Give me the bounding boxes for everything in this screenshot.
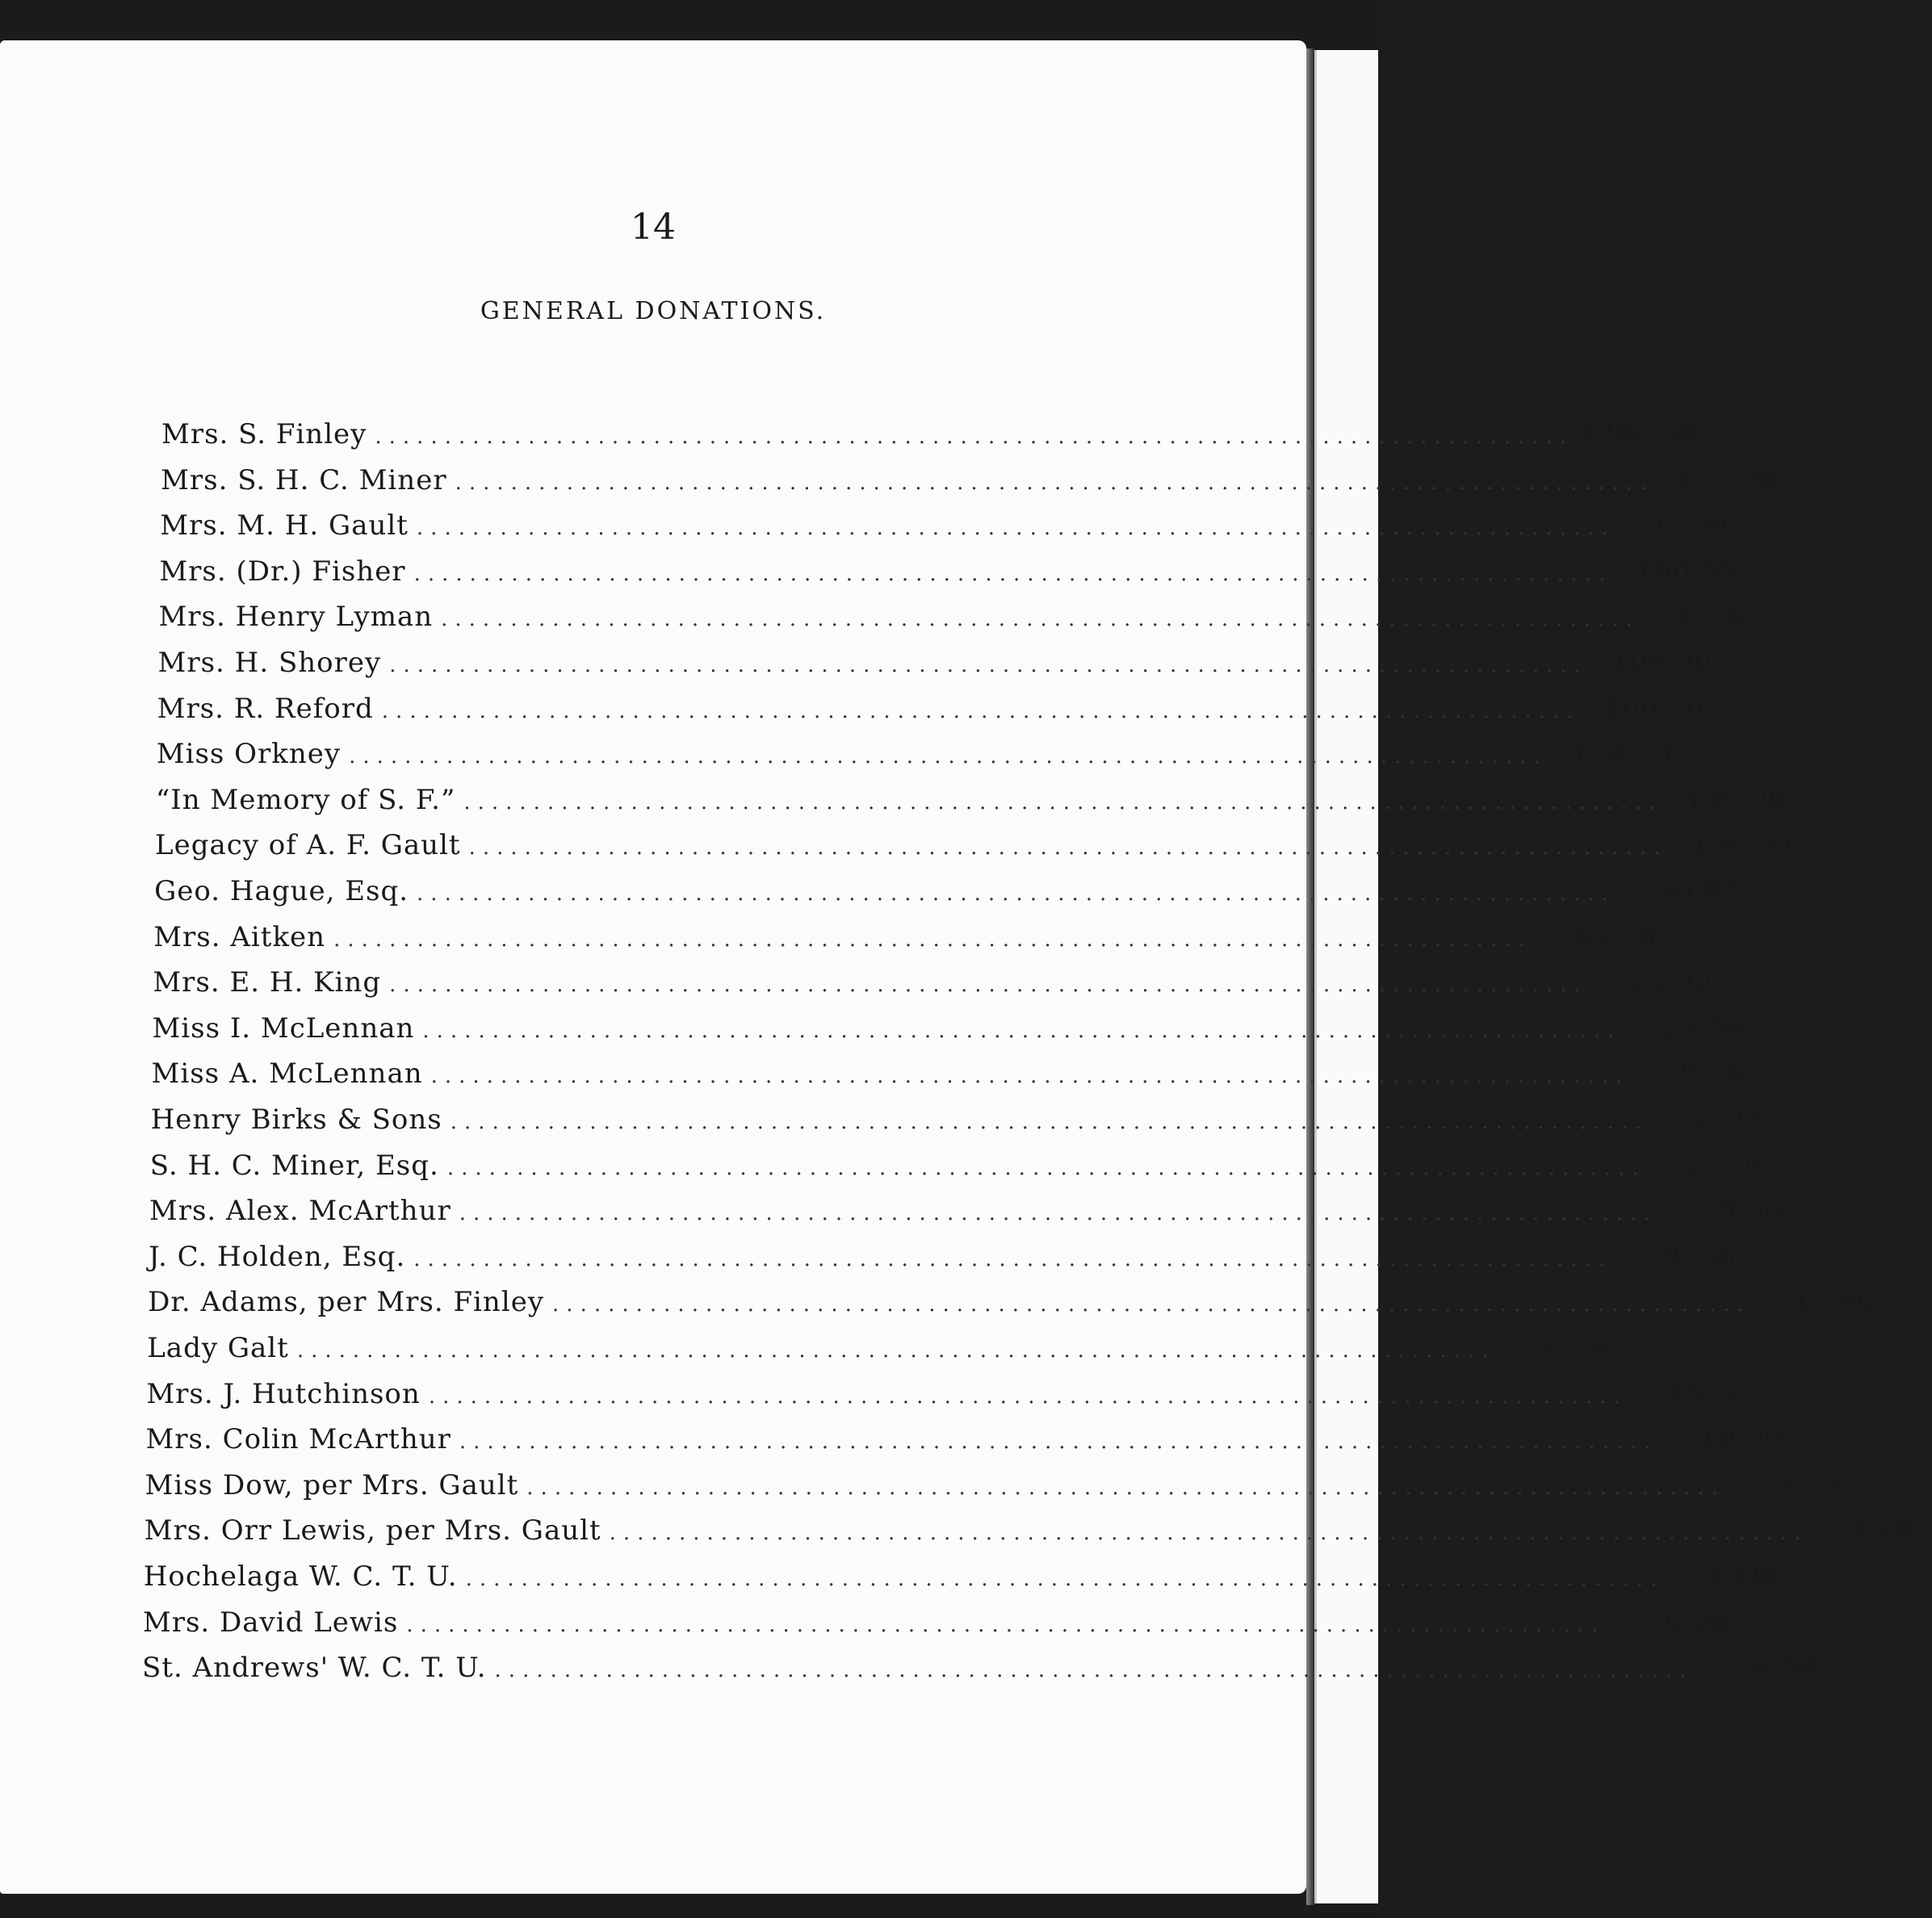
donation-row bbox=[147, 1332, 1620, 1369]
dot-leader: ...................................................................................... bbox=[459, 1201, 1658, 1226]
dot-leader: ...................................................................................... bbox=[389, 973, 1588, 998]
donation-row bbox=[159, 555, 1737, 593]
donation-amount: 100.00 bbox=[1636, 555, 1737, 588]
dot-leader: ...................................................................................... bbox=[441, 607, 1640, 632]
donor-name: Miss Orkney bbox=[156, 738, 342, 771]
donation-amount: 100.00 bbox=[1611, 647, 1712, 679]
donation-amount: 200.00 bbox=[1597, 418, 1699, 450]
donation-amount: 15.00 bbox=[1669, 1377, 1752, 1410]
donor-name: “In Memory of S. F.” bbox=[155, 783, 456, 816]
donor-name: Henry Birks & Sons bbox=[150, 1103, 442, 1136]
donation-row bbox=[143, 1560, 1789, 1598]
donor-name: Miss I. McLennan bbox=[152, 1011, 415, 1045]
donation-amount: 25.00 bbox=[1671, 1057, 1754, 1091]
donation-amount: 100.00 bbox=[1691, 829, 1792, 862]
page-number: 14 bbox=[631, 207, 676, 248]
donor-name: Mrs. Henry Lyman bbox=[158, 601, 434, 634]
donation-amount: 15.00 bbox=[1792, 1286, 1875, 1319]
donor-name: Mrs. J. Hutchinson bbox=[146, 1377, 421, 1410]
donor-name: Mrs. H. Shorey bbox=[157, 647, 382, 679]
donation-row bbox=[153, 920, 1657, 958]
donation-row bbox=[157, 647, 1712, 684]
dot-leader: ...................................................................................... bbox=[389, 653, 1588, 677]
donation-amount: 100.00 bbox=[1686, 783, 1787, 816]
donor-name: Mrs. S. H. C. Miner bbox=[161, 463, 447, 496]
donation-row bbox=[152, 1011, 1746, 1049]
donation-row bbox=[144, 1514, 1932, 1552]
donation-amount: 25.00 bbox=[1662, 1011, 1746, 1045]
donation-amount: 6.50 bbox=[1753, 1652, 1818, 1685]
donation-row bbox=[160, 509, 1740, 547]
donation-amount: 45.00 bbox=[1574, 920, 1657, 953]
dot-leader: ...................................................................................... bbox=[375, 425, 1574, 449]
dot-leader: ...................................................................................... bbox=[609, 1521, 1808, 1546]
page bbox=[0, 40, 1932, 1894]
donation-amount: 25.00 bbox=[1691, 1103, 1774, 1136]
donation-row bbox=[149, 1149, 1771, 1187]
donation-row bbox=[161, 418, 1699, 455]
donation-amount: 25.00 bbox=[1687, 1149, 1771, 1182]
dot-leader: ...................................................................................... bbox=[381, 698, 1581, 723]
donation-row bbox=[158, 601, 1764, 638]
donation-amount: 25.00 bbox=[1629, 966, 1712, 999]
donation-row bbox=[161, 463, 1779, 501]
donor-name: Dr. Adams, per Mrs. Finley bbox=[148, 1286, 545, 1319]
donor-name: Legacy of A. F. Gault bbox=[155, 829, 461, 862]
dot-leader: ...................................................................................... bbox=[450, 1110, 1649, 1134]
donation-amount: 125.00 bbox=[1677, 463, 1779, 496]
donation-row bbox=[145, 1468, 1850, 1506]
dot-leader: ...................................................................................... bbox=[422, 1018, 1622, 1043]
donation-amount: 50.00 bbox=[1657, 875, 1740, 907]
donation-amount: 20.00 bbox=[1699, 1195, 1783, 1228]
donation-amount: 10.00 bbox=[1699, 1423, 1783, 1456]
donation-row bbox=[146, 1377, 1752, 1415]
dot-leader: ...................................................................................... bbox=[465, 1567, 1665, 1591]
dot-leader: ...................................................................................... bbox=[446, 1155, 1646, 1180]
donation-amount: 20.00 bbox=[1653, 1240, 1737, 1273]
donation-amount: 15.00 bbox=[1537, 1332, 1620, 1364]
donation-amount: 10.00 bbox=[1646, 1606, 1730, 1639]
dot-leader: ...................................................................................... bbox=[468, 835, 1668, 861]
dot-leader: ...................................................................................... bbox=[349, 744, 1548, 769]
donor-name: Mrs. Orr Lewis, per Mrs. Gault bbox=[144, 1514, 601, 1547]
dot-leader: ...................................................................................... bbox=[417, 882, 1616, 906]
dot-leader: ...................................................................................... bbox=[526, 1475, 1726, 1500]
dot-leader: ...................................................................................... bbox=[459, 1430, 1658, 1455]
donation-row bbox=[154, 875, 1740, 912]
donation-row bbox=[153, 966, 1712, 1003]
donor-name: Geo. Hague, Esq. bbox=[154, 875, 409, 907]
donation-row bbox=[148, 1286, 1875, 1323]
donor-name: Miss A. McLennan bbox=[151, 1057, 423, 1091]
donor-name: Mrs. David Lewis bbox=[142, 1606, 399, 1639]
donation-amount: 10.00 bbox=[1850, 1514, 1932, 1547]
donation-amount: 100.00 bbox=[1570, 738, 1672, 771]
donation-row bbox=[157, 692, 1705, 730]
dot-leader: ...................................................................................... bbox=[333, 927, 1532, 952]
donation-row bbox=[150, 1103, 1774, 1141]
donation-row bbox=[156, 738, 1672, 775]
donation-amount: 105.00 bbox=[1638, 509, 1740, 542]
donor-name: Mrs. M. H. Gault bbox=[160, 509, 409, 542]
donor-name: Mrs. Aitken bbox=[153, 920, 326, 953]
dot-leader: ...................................................................................... bbox=[494, 1658, 1694, 1683]
donation-row bbox=[142, 1606, 1730, 1644]
donation-list bbox=[0, 40, 1932, 1894]
donor-name: Miss Dow, per Mrs. Gault bbox=[145, 1468, 519, 1501]
donor-name: Mrs. R. Reford bbox=[157, 692, 374, 725]
donor-name: Mrs. (Dr.) Fisher bbox=[159, 555, 406, 588]
dot-leader: ...................................................................................... bbox=[455, 470, 1654, 495]
donor-name: Lady Galt bbox=[147, 1332, 289, 1364]
donor-name: Mrs. Colin McArthur bbox=[145, 1423, 451, 1456]
dot-leader: ...................................................................................... bbox=[406, 1612, 1606, 1637]
dot-leader: ...................................................................................... bbox=[430, 1064, 1630, 1089]
donation-row bbox=[151, 1057, 1754, 1095]
currency-symbol: $ bbox=[1578, 418, 1597, 450]
dot-leader: ...................................................................................... bbox=[463, 789, 1663, 815]
page-title: GENERAL DONATIONS. bbox=[480, 297, 827, 325]
donor-name: Mrs. S. Finley bbox=[161, 418, 367, 450]
donor-name: Hochelaga W. C. T. U. bbox=[143, 1560, 458, 1593]
donation-row bbox=[155, 783, 1787, 821]
donor-name: J. C. Holden, Esq. bbox=[149, 1240, 406, 1273]
donor-name: Mrs. E. H. King bbox=[153, 966, 382, 999]
donation-amount: 100.00 bbox=[1603, 692, 1705, 725]
donation-amount: 10.00 bbox=[1766, 1468, 1850, 1501]
donor-name: S. H. C. Miner, Esq. bbox=[149, 1149, 439, 1182]
donation-row bbox=[149, 1195, 1783, 1232]
donation-amount: 100.00 bbox=[1662, 601, 1764, 634]
donation-amount: 10.00 bbox=[1706, 1560, 1789, 1593]
dot-leader: ...................................................................................... bbox=[413, 561, 1613, 586]
donor-name: Mrs. Alex. McArthur bbox=[149, 1195, 451, 1228]
dot-leader: ...................................................................................... bbox=[416, 516, 1616, 541]
donation-row bbox=[142, 1652, 1818, 1689]
donation-row bbox=[155, 829, 1792, 866]
dot-leader: ...................................................................................... bbox=[428, 1384, 1628, 1409]
donation-row bbox=[149, 1240, 1737, 1278]
dot-leader: ...................................................................................... bbox=[296, 1338, 1496, 1363]
dot-leader: ...................................................................................... bbox=[552, 1292, 1751, 1317]
donation-row bbox=[145, 1423, 1783, 1460]
donor-name: St. Andrews' W. C. T. U. bbox=[142, 1652, 487, 1685]
dot-leader: ...................................................................................... bbox=[413, 1246, 1613, 1271]
